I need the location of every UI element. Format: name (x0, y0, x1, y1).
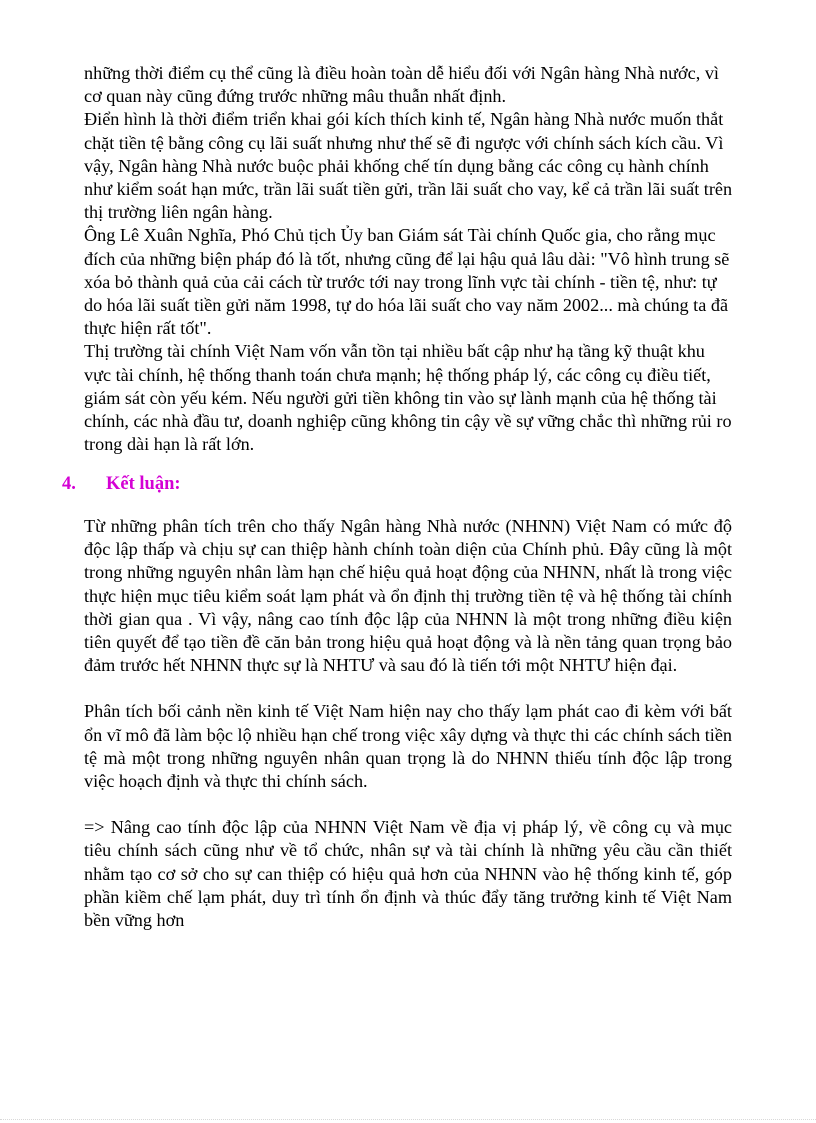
section-number: 4. (62, 474, 76, 494)
paragraph-conclusion-3: => Nâng cao tính độc lập của NHNN Việt Nam về địa vị pháp lý, về công cụ và mục tiêu chính sách cũng như về tổ chức, nhân sự và tài chính là những yêu cầu cần thiết nhằm tạo cơ sở cho sự can thiệp có hiệu quả hơn của NHNN vào hệ thống kinh tế, góp phần kiềm chế lạm phát, duy trì tính ổn định và thúc đẩy tăng trưởng kinh tế Việt Nam bền vững hơn (84, 817, 732, 931)
paragraph-quote: Ông Lê Xuân Nghĩa, Phó Chủ tịch Ủy ban Giám sát Tài chính Quốc gia, cho rằng mục đích của những biện pháp đó là tốt, nhưng cũng để lại hậu quả lâu dài: "Vô hình trung sẽ xóa bỏ thành quả của cải cách từ trước tới nay trong lĩnh vực tài chính - tiền tệ, như: tự do hóa lãi suất tiền gửi năm 1998, tự do hóa lãi suất cho vay năm 2002... mà chúng ta đã thực hiện rất tốt". (84, 225, 730, 339)
paragraph-conclusion-1: Từ những phân tích trên cho thấy Ngân hàng Nhà nước (NHNN) Việt Nam có mức độ độc lập thấp và chịu sự can thiệp hành chính toàn diện của Chính phủ. Đây cũng là một trong những nguyên nhân làm hạn chế hiệu quả hoạt động của NHNN, nhất là trong việc thực hiện mục tiêu kiểm soát lạm phát và ổn định thị trường tiền tệ và hệ thống tài chính thời gian qua . Vì vậy, nâng cao tính độc lập của NHNN là một trong những điều kiện tiên quyết để tạo tiền đề căn bản trong hiệu quả hoạt động và là nền tảng quan trọng bảo đảm trước hết NHNN thực sự là NHTƯ và sau đó là tiến tới một NHTƯ hiện đại. (84, 516, 732, 676)
paragraph-conclusion-2: Phân tích bối cảnh nền kinh tế Việt Nam hiện nay cho thấy lạm phát cao đi kèm với bất ổn vĩ mô đã làm bộc lộ nhiều hạn chế trong việc xây dựng và thực thi các chính sách tiền tệ mà một trong những nguyên nhân quan trọng là do NHNN thiếu tính độc lập trong việc hoạch định và thực thi chính sách. (84, 701, 733, 792)
conclusion-body (84, 515, 732, 955)
paragraph-continuation: những thời điểm cụ thể cũng là điều hoàn toàn dễ hiểu đối với Ngân hàng Nhà nước, vì cơ quan này cũng đứng trước những mâu thuẫn nhất định. (84, 63, 719, 107)
paragraph-stimulus-example: Điển hình là thời điểm triển khai gói kích thích kinh tế, Ngân hàng Nhà nước muốn thắt chặt tiền tệ bằng công cụ lãi suất nhưng như thế sẽ đi ngược với chính sách kích cầu. Vì vậy, Ngân hàng Nhà nước buộc phải khống chế tín dụng bằng các công cụ hành chính như kiểm soát hạn mức, trần lãi suất tiền gửi, trần lãi suất cho vay, kể cả trần lãi suất trên thị trường liên ngân hàng. (84, 109, 733, 223)
preceding-text (84, 62, 734, 456)
section-title: Kết luận: (106, 474, 181, 494)
paragraph-market-weakness: Thị trường tài chính Việt Nam vốn vẫn tồn tại nhiều bất cập như hạ tầng kỹ thuật khu vực tài chính, hệ thống thanh toán chưa mạnh; hệ thống pháp lý, các công cụ điều tiết, giám sát còn yếu kém. Nếu người gửi tiền không tin vào sự lành mạnh của hệ thống tài chính, các nhà đầu tư, doanh nghiệp cũng không tin cậy về sự vững chắc thì những rủi ro trong dài hạn là rất lớn. (84, 341, 732, 455)
section-heading (62, 472, 742, 496)
page-bottom-divider (0, 1119, 816, 1120)
